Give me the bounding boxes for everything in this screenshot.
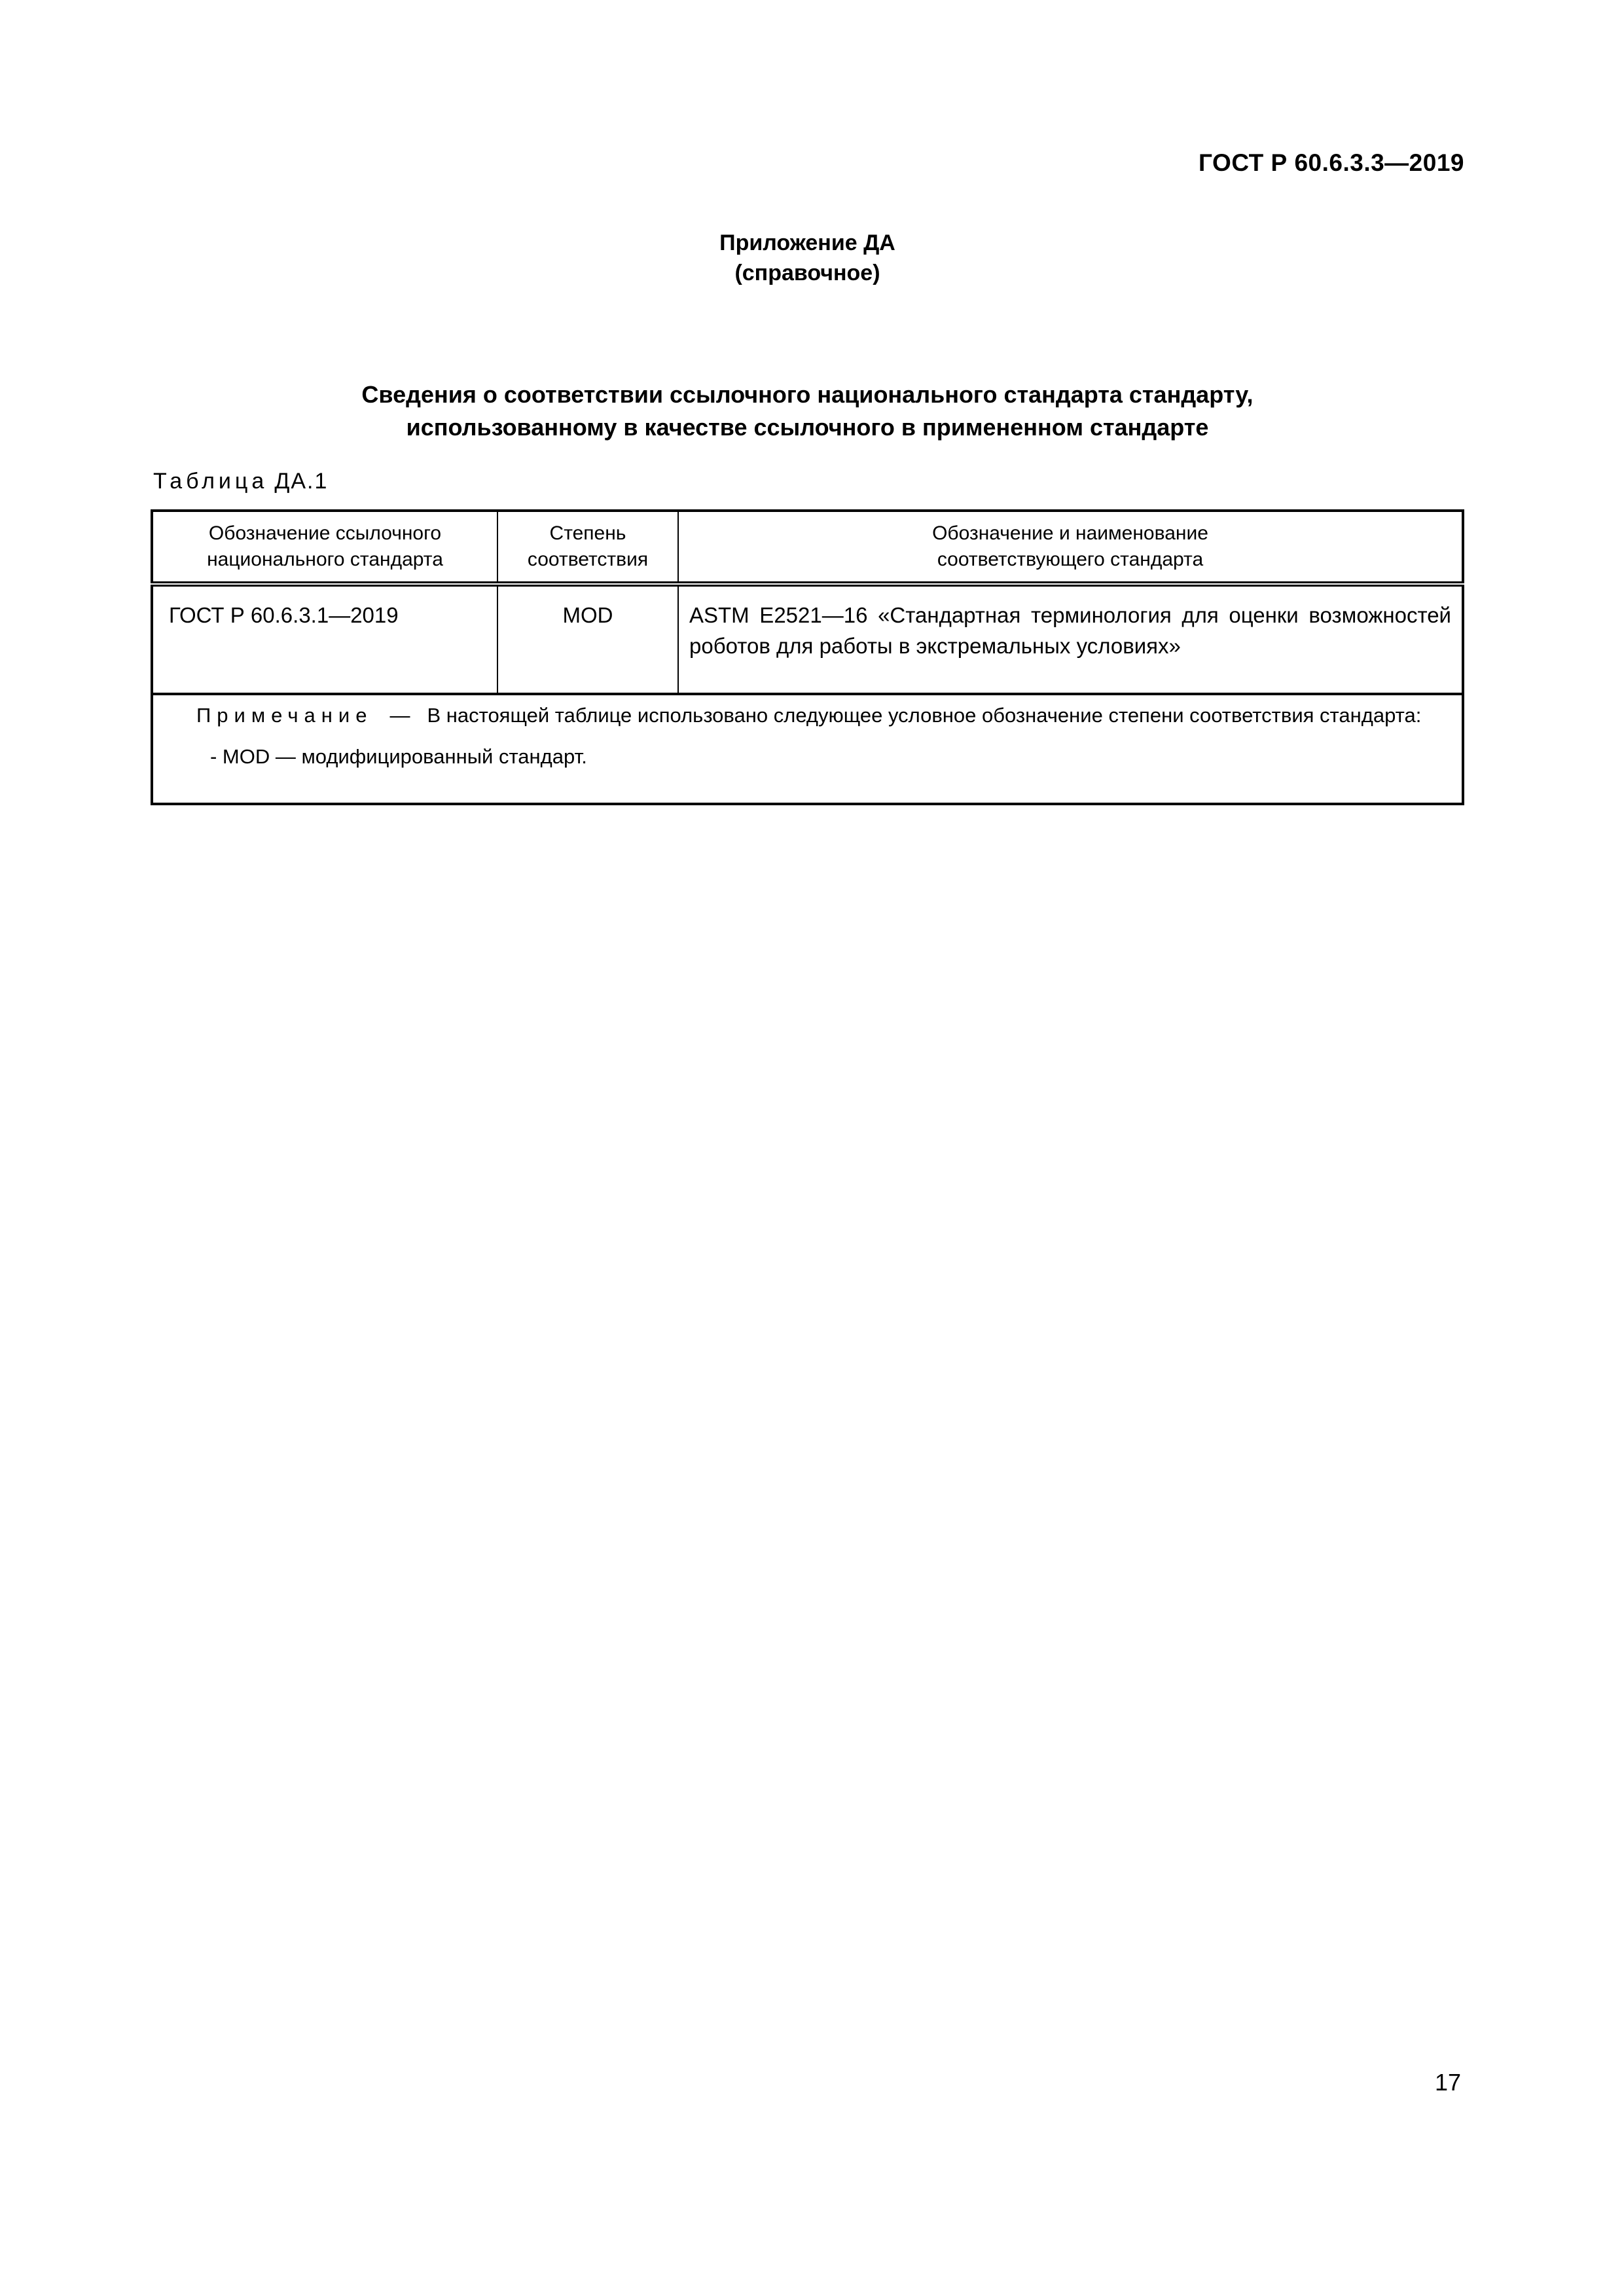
note-text: В настоящей таблице использовано следующее условное обозначение степени соответствия стандарта:: [427, 704, 1422, 727]
standard-number-header: ГОСТ Р 60.6.3.3—2019: [1199, 149, 1464, 176]
col-header-line: соответствия: [527, 549, 649, 570]
annex-type: (справочное): [734, 261, 880, 285]
cell-reference-standard: ГОСТ Р 60.6.3.1—2019: [152, 584, 497, 694]
note-label: Примечание: [196, 704, 373, 727]
annex-heading: [151, 228, 1464, 288]
table-label-word: Таблица: [153, 469, 268, 494]
note-paragraph: [161, 698, 1453, 733]
cell-degree: MOD: [497, 584, 678, 694]
col-header-line: национального стандарта: [207, 549, 443, 570]
col-header-reference-standard: [152, 511, 497, 584]
table-row: [152, 584, 1463, 694]
col-header-corresponding-standard: [678, 511, 1463, 584]
annex-title: Приложение ДА: [719, 230, 895, 255]
col-header-line: соответствующего стандарта: [937, 549, 1204, 570]
table-label: [153, 469, 328, 494]
page-number: 17: [1434, 2069, 1461, 2096]
section-title: [151, 378, 1464, 444]
section-title-line2: использованному в качестве ссылочного в примененном стандарте: [406, 414, 1209, 441]
note-item-mod: - MOD — модифицированный стандарт.: [210, 745, 587, 768]
table-note-row: [152, 694, 1463, 804]
col-header-degree: [497, 511, 678, 584]
table-note-cell: [152, 694, 1463, 804]
section-title-line1: Сведения о соответствии ссылочного национального стандарта стандарту,: [361, 381, 1254, 408]
cell-corresponding-standard: ASTM E2521—16 «Стандартная терминология для оценки возможностей роботов для работы в экстремальных условиях»: [678, 584, 1463, 694]
correspondence-table: [151, 509, 1464, 805]
col-header-line: Степень: [549, 522, 626, 544]
table-header-row: [152, 511, 1463, 584]
table-label-number: ДА.1: [274, 469, 329, 494]
col-header-line: Обозначение ссылочного: [208, 522, 442, 544]
note-dash: —: [389, 704, 410, 727]
col-header-line: Обозначение и наименование: [932, 522, 1208, 544]
